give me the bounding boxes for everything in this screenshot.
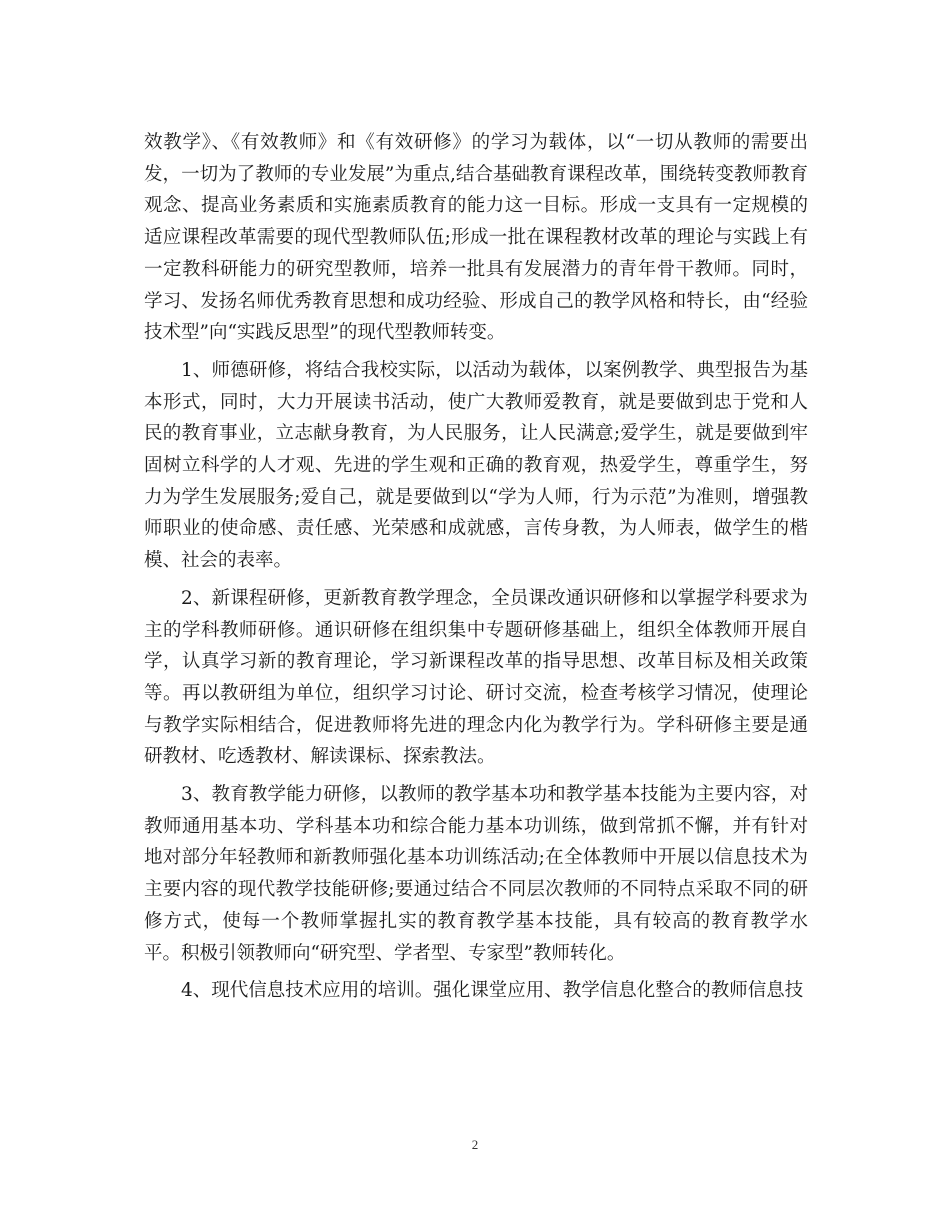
paragraph-ethics-training: 1、师德研修，将结合我校实际，以活动为载体，以案例教学、典型报告为基本形式，同时，大力开展读书活动，使广大教师爱教育，就是要做到忠于党和人民的教育事业，立志献身教育，为人民服务，让人民满意;爱学生，就是要做到牢固树立科学的人才观、先进的学生观和正确的教育观，热爱学生，尊重学生，努力为学生发展服务;爱自己，就是要做到以“学为人师，行为示范”为准则，增强教师职业的使命感、责任感、光荣感和成就感，言传身教，为人师表，做学生的楷模、社会的表率。 — [144, 359, 808, 572]
document-body — [144, 127, 808, 1013]
paragraph-continuation: 效教学》、《有效教师》和《有效研修》的学习为载体，以“一切从教师的需要出发，一切为了教师的专业发展”为重点,结合基础教育课程改革，围绕转变教师教育观念、提高业务素质和实施素质教育的能力这一目标。形成一支具有一定规模的适应课程改革需要的现代型教师队伍;形成一批在课程教材改革的理论与实践上有一定教科研能力的研究型教师，培养一批具有发展潜力的青年骨干教师。同时，学习、发扬名师优秀教育思想和成功经验、形成自己的教学风格和特长，由“经验技术型”向“实践反思型”的现代型教师转变。 — [144, 132, 808, 344]
paragraph-it-training: 4、现代信息技术应用的培训。强化课堂应用、教学信息化整合的教师信息技 — [181, 980, 804, 1002]
paragraph-new-curriculum: 2、新课程研修，更新教育教学理念，全员课改通识研修和以掌握学科要求为主的学科教师研修。通识研修在组织集中专题研修基础上，组织全体教师开展自学，认真学习新的教育理论，学习新课程改革的指导思想、改革目标及相关政策等。再以教研组为单位，组织学习讨论、研讨交流，检查考核学习情况，使理论与教学实际相结合，促进教师将先进的理念内化为教学行为。学科研修主要是通研教材、吃透教材、解读课标、探索教法。 — [144, 587, 808, 768]
paragraph-teaching-ability: 3、教育教学能力研修，以教师的教学基本功和教学基本技能为主要内容，对教师通用基本功、学科基本功和综合能力基本功训练，做到常抓不懈，并有针对地对部分年轻教师和新教师强化基本功训练活动;在全体教师中开展以信息技术为主要内容的现代教学技能研修;要通过结合不同层次教师的不同特点采取不同的研修方式，使每一个教师掌握扎实的教育教学基本技能，具有较高的教育教学水平。积极引领教师向“研究型、学者型、专家型”教师转化。 — [144, 784, 808, 964]
page-number: 2 — [471, 1137, 479, 1152]
